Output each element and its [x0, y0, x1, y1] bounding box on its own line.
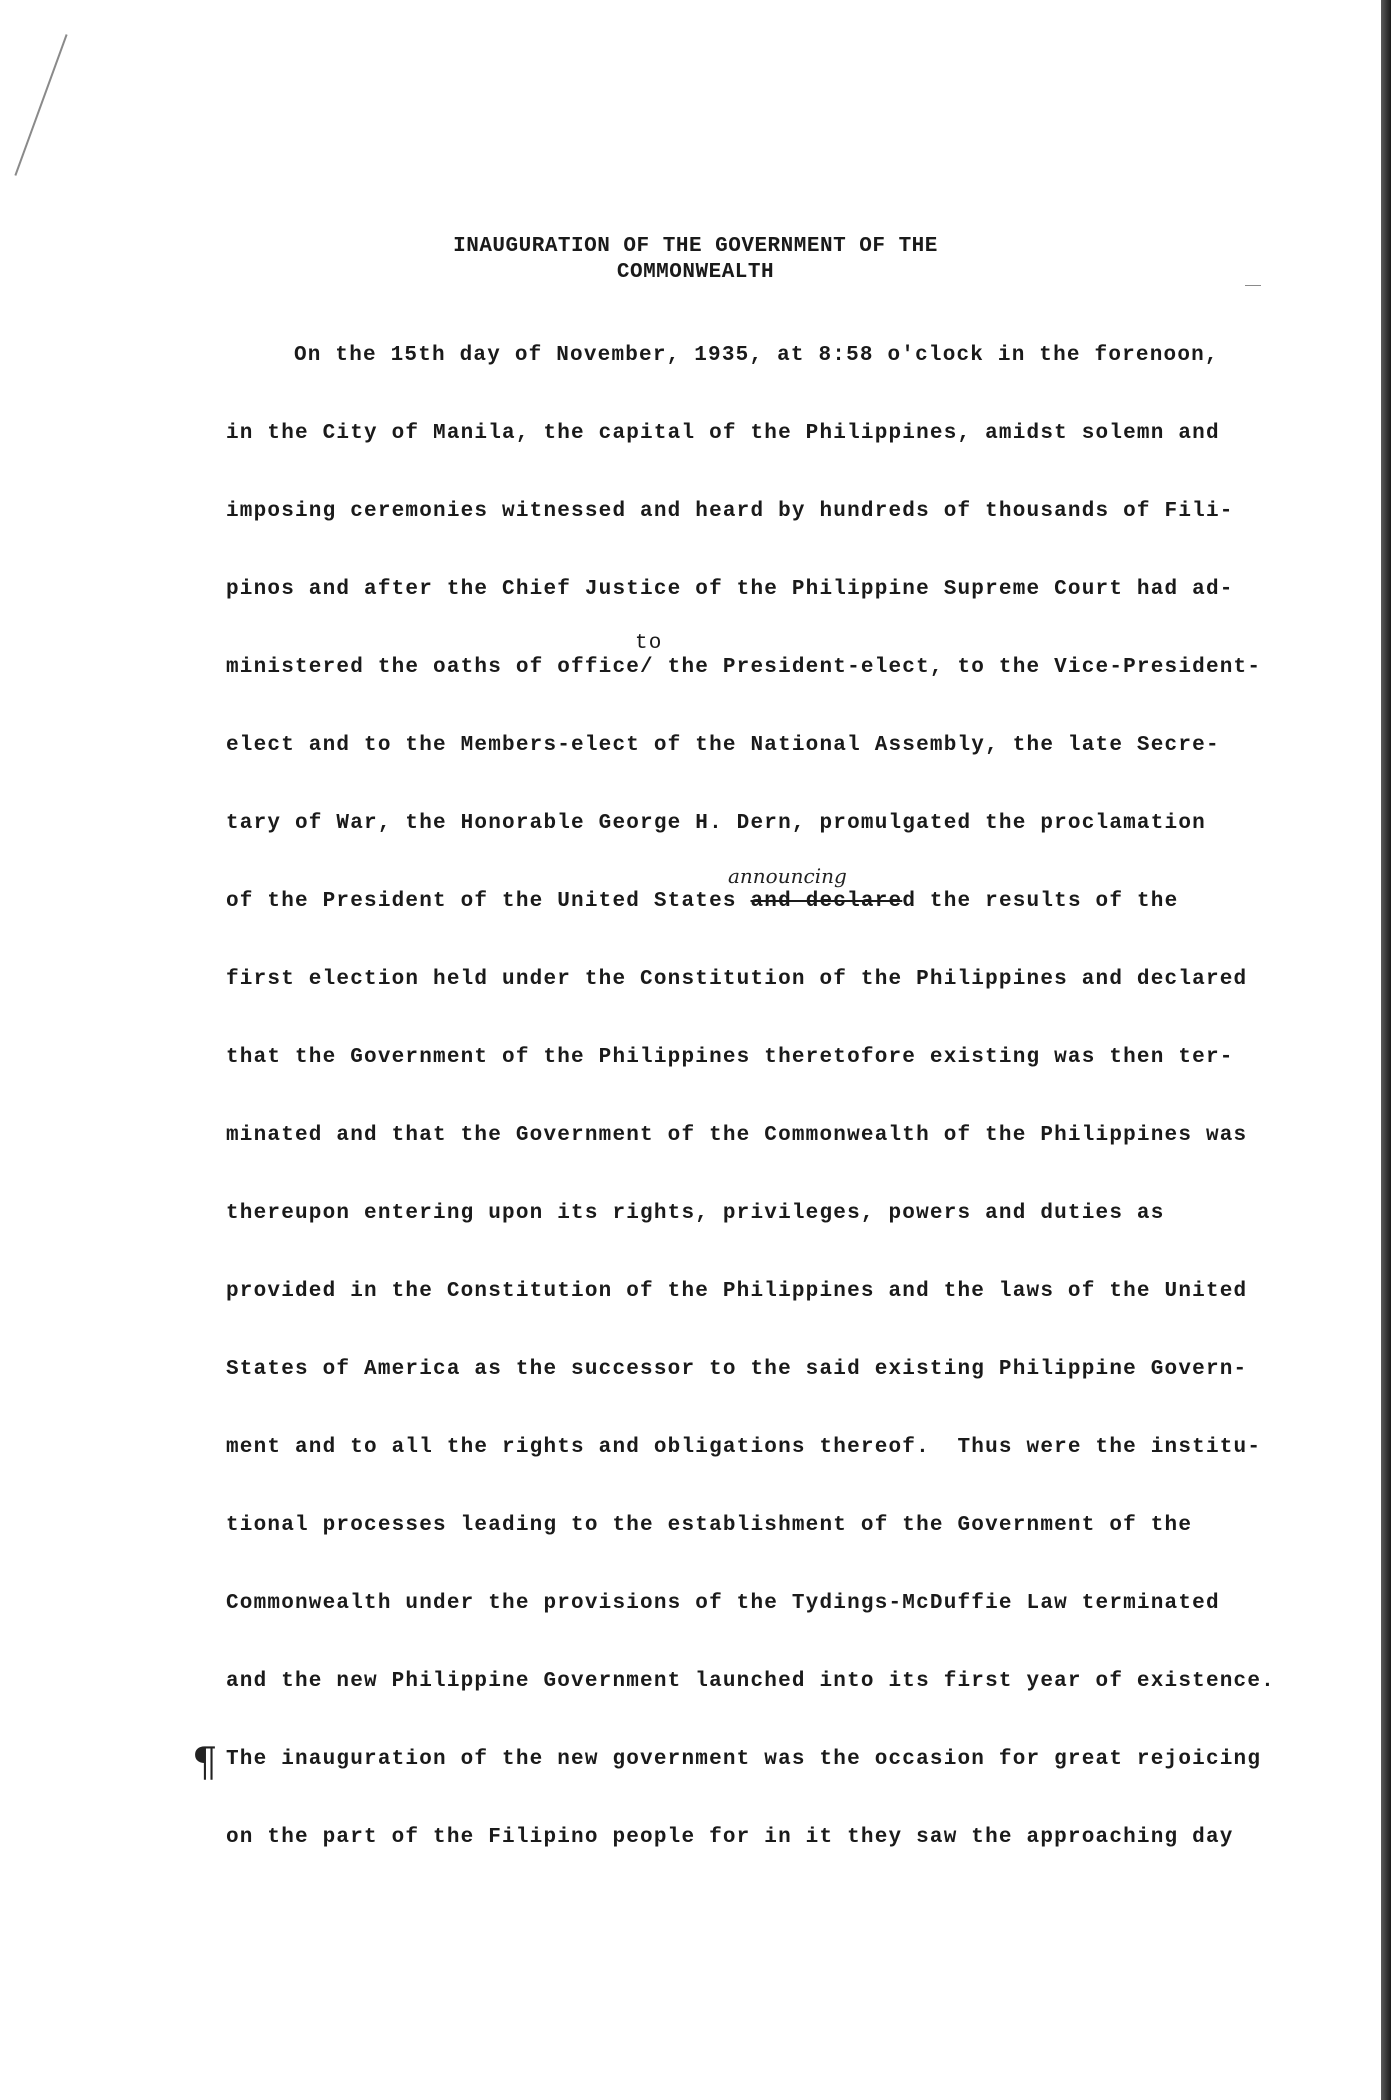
text-line-4: pinos and after the Chief Justice of the Philippine Supreme Court had ad- — [226, 578, 1234, 601]
text-line-5: ministered the oaths of office/ the President-elect, to the Vice-President- — [226, 656, 1262, 679]
text-line-15: ment and to all the rights and obligations thereof. Thus were the institu- — [226, 1436, 1262, 1459]
text-line-6: elect and to the Members-elect of the National Assembly, the late Secre- — [226, 734, 1220, 757]
text-line-10: that the Government of the Philippines theretofore existing was then ter- — [226, 1046, 1234, 1069]
text-line-13: provided in the Constitution of the Philippines and the laws of the United — [226, 1280, 1248, 1303]
text-line-7: tary of War, the Honorable George H. Dern, promulgated the proclamation — [226, 812, 1206, 835]
text-line-3: imposing ceremonies witnessed and heard by hundreds of thousands of Fili- — [226, 500, 1234, 523]
scan-border — [1381, 0, 1391, 2100]
scan-artifact — [14, 34, 67, 176]
paragraph-mark: ¶ — [192, 1740, 218, 1786]
text-line-8-start: of the President of the United States — [226, 890, 737, 913]
text-line-11: minated and that the Government of the Commonwealth of the Philippines was — [226, 1124, 1248, 1147]
text-line-8-end: d the results of the — [902, 890, 1179, 913]
text-line-14: States of America as the successor to the said existing Philippine Govern- — [226, 1358, 1248, 1381]
text-line-18: and the new Philippine Government launched into its first year of existence. — [226, 1670, 1275, 1693]
struck-text: and declare — [750, 890, 903, 913]
text-line-16: tional processes leading to the establishment of the Government of the — [226, 1514, 1193, 1537]
handwritten-insert-announcing: announcing — [728, 864, 847, 888]
text-line-12: thereupon entering upon its rights, privileges, powers and duties as — [226, 1202, 1165, 1225]
text-line-9: first election held under the Constitution of the Philippines and declared — [226, 968, 1248, 991]
text-line-8 — [226, 888, 1178, 916]
document-title-line1: INAUGURATION OF THE GOVERNMENT OF THE — [453, 235, 938, 258]
text-line-19: The inauguration of the new government was the occasion for great rejoicing — [226, 1748, 1262, 1771]
document-title-line2: COMMONWEALTH — [616, 261, 775, 284]
handwritten-insert-to: to — [635, 632, 663, 655]
text-line-17: Commonwealth under the provisions of the Tydings-McDuffie Law terminated — [226, 1592, 1220, 1615]
text-line-20: on the part of the Filipino people for in it they saw the approaching day — [226, 1826, 1234, 1849]
text-line-2: in the City of Manila, the capital of the Philippines, amidst solemn and — [226, 422, 1220, 445]
text-line-1: On the 15th day of November, 1935, at 8:58 o'clock in the forenoon, — [294, 344, 1219, 367]
